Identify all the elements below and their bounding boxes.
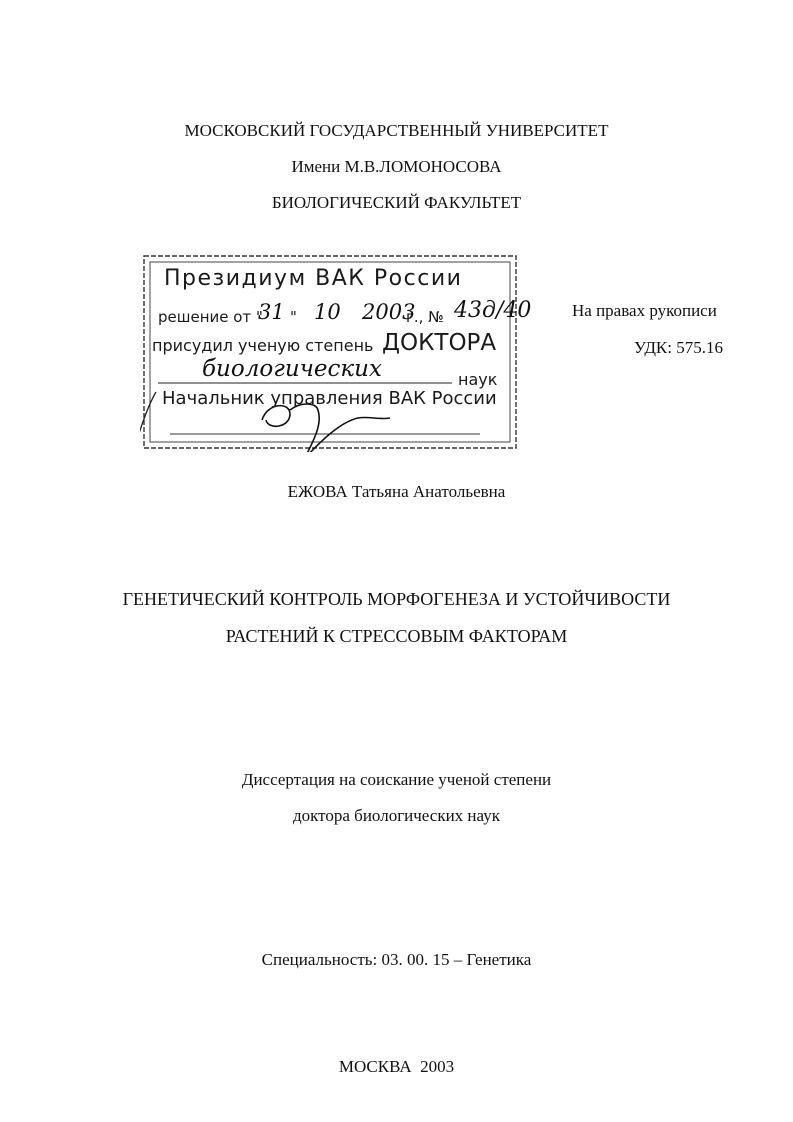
- stamp-number: 43д/40: [454, 298, 532, 323]
- stamp-degree: ДОКТОРА: [382, 330, 497, 356]
- named-after: Имени М.В.ЛОМОНОСОВА: [291, 157, 502, 176]
- vak-stamp: [140, 252, 532, 452]
- manuscript-rights: На правах рукописи: [572, 301, 717, 320]
- stamp-year-suffix: г., №: [406, 308, 444, 326]
- thesis-type-line2: доктора биологических наук: [293, 806, 500, 825]
- thesis-type-line1: Диссертация на соискание ученой степени: [241, 770, 552, 789]
- faculty-name: БИОЛОГИЧЕСКИЙ ФАКУЛЬТЕТ: [271, 193, 522, 212]
- stamp-chief: Начальник управления ВАК России: [162, 388, 497, 409]
- stamp-year: 2003: [362, 300, 416, 324]
- thesis-title-line1: ГЕНЕТИЧЕСКИЙ КОНТРОЛЬ МОРФОГЕНЕЗА И УСТОЙЧИВОСТИ: [122, 589, 671, 609]
- stamp-awarded: присудил ученую степень: [152, 336, 374, 355]
- stamp-day: 31: [258, 300, 285, 324]
- author-name: ЕЖОВА Татьяна Анатольевна: [287, 482, 506, 501]
- signature-mark: [262, 404, 390, 452]
- specialty: Специальность: 03. 00. 15 – Генетика: [261, 950, 532, 969]
- stamp-month: 10: [314, 300, 341, 324]
- stamp-decision-prefix: решение от ": [158, 308, 263, 326]
- stamp-science-suffix: наук: [458, 370, 498, 389]
- stamp-quote: ": [290, 308, 297, 326]
- stamp-title: Президиум ВАК России: [164, 266, 463, 291]
- thesis-title-line2: РАСТЕНИЙ К СТРЕССОВЫМ ФАКТОРАМ: [225, 626, 568, 646]
- place-year: МОСКВА 2003: [338, 1057, 455, 1076]
- stamp-science-field: биологических: [202, 356, 382, 382]
- university-name: МОСКОВСКИЙ ГОСУДАРСТВЕННЫЙ УНИВЕРСИТЕТ: [184, 121, 609, 140]
- udc-code: УДК: 575.16: [634, 338, 723, 357]
